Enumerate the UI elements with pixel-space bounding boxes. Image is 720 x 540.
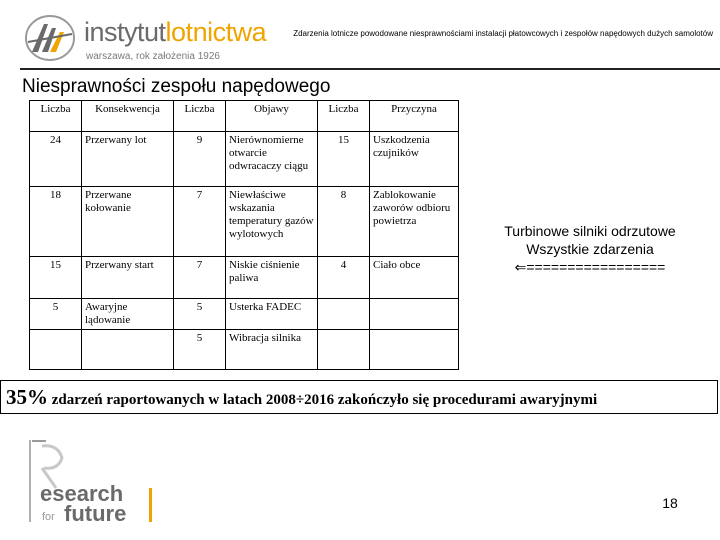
column-header: Objawy [226,101,318,132]
table-row [30,257,459,299]
table-row [30,330,459,370]
table-cell: Niskie ciśnienie paliwa [226,257,318,299]
table-cell: 8 [318,187,370,257]
logo-word-research: esearch [40,481,124,506]
table-row [30,187,459,257]
table-cell: 4 [318,257,370,299]
table-cell: Przerwany start [82,257,174,299]
table-cell: Ciało obce [370,257,459,299]
table-header-row [30,101,459,132]
table-row [30,299,459,330]
table-cell: 9 [174,132,226,187]
table-cell: 5 [174,330,226,370]
table-cell [370,330,459,370]
table-cell: 5 [174,299,226,330]
note-arrow-line: ⇐================= [514,259,666,275]
table-cell [318,299,370,330]
table-cell: 7 [174,187,226,257]
header-divider [20,68,720,70]
institute-logo [22,12,267,64]
left-arrow-icon: ⇐ [514,259,527,275]
engine-scope-note [490,222,690,276]
table-cell: Awaryjne lądowanie [82,299,174,330]
table-cell: 24 [30,132,82,187]
table-cell: 18 [30,187,82,257]
logo-tagline: warszawa, rok założenia 1926 [86,51,220,62]
column-header: Liczba [318,101,370,132]
research-for-future-logo [28,438,158,524]
table-cell: Uszkodzenia czujników [370,132,459,187]
table-row [30,132,459,187]
column-header: Konsekwencja [82,101,174,132]
table-cell: Wibracja silnika [226,330,318,370]
note-line: Turbinowe silniki odrzutowe [504,223,676,239]
institute-emblem-icon [22,12,78,64]
note-line: Wszystkie zdarzenia [526,241,654,257]
page-title: Niesprawności zespołu napędowego [22,76,331,97]
table-cell: Usterka FADEC [226,299,318,330]
column-header: Liczba [30,101,82,132]
summary-percent: 35% [6,385,48,409]
column-header: Przyczyna [370,101,459,132]
table-cell [370,299,459,330]
table-cell: Niewłaściwe wskazania temperatury gazów wylotowych [226,187,318,257]
slide-number: 18 [662,495,678,511]
table-cell [318,330,370,370]
table-cell: Przerwany lot [82,132,174,187]
summary-banner [0,380,718,414]
table-cell: 7 [174,257,226,299]
column-header: Liczba [174,101,226,132]
table-cell: 15 [30,257,82,299]
table-cell: 5 [30,299,82,330]
table-cell: Zablokowanie zaworów odbioru powietrza [370,187,459,257]
table-cell: Nierównomierne otwarcie odwracaczy ciągu [226,132,318,187]
summary-sentence: zdarzeń raportowanych w latach 2008÷2016 zakończyło się procedurami awaryjnymi [51,392,598,408]
table-cell: 15 [318,132,370,187]
summary-text [6,383,597,414]
logo-name: instytutlotnictwa [84,17,267,47]
logo-word-future: future [64,501,127,524]
slide-subtitle: Zdarzenia lotnicze powodowane niesprawnościami instalacji płatowcowych i zespołów napędowych dużych samolotów [293,29,713,38]
table-cell [82,330,174,370]
table-cell [30,330,82,370]
logo-word-for: for [42,511,55,523]
table-cell: Przerwane kołowanie [82,187,174,257]
failures-table [29,100,459,370]
